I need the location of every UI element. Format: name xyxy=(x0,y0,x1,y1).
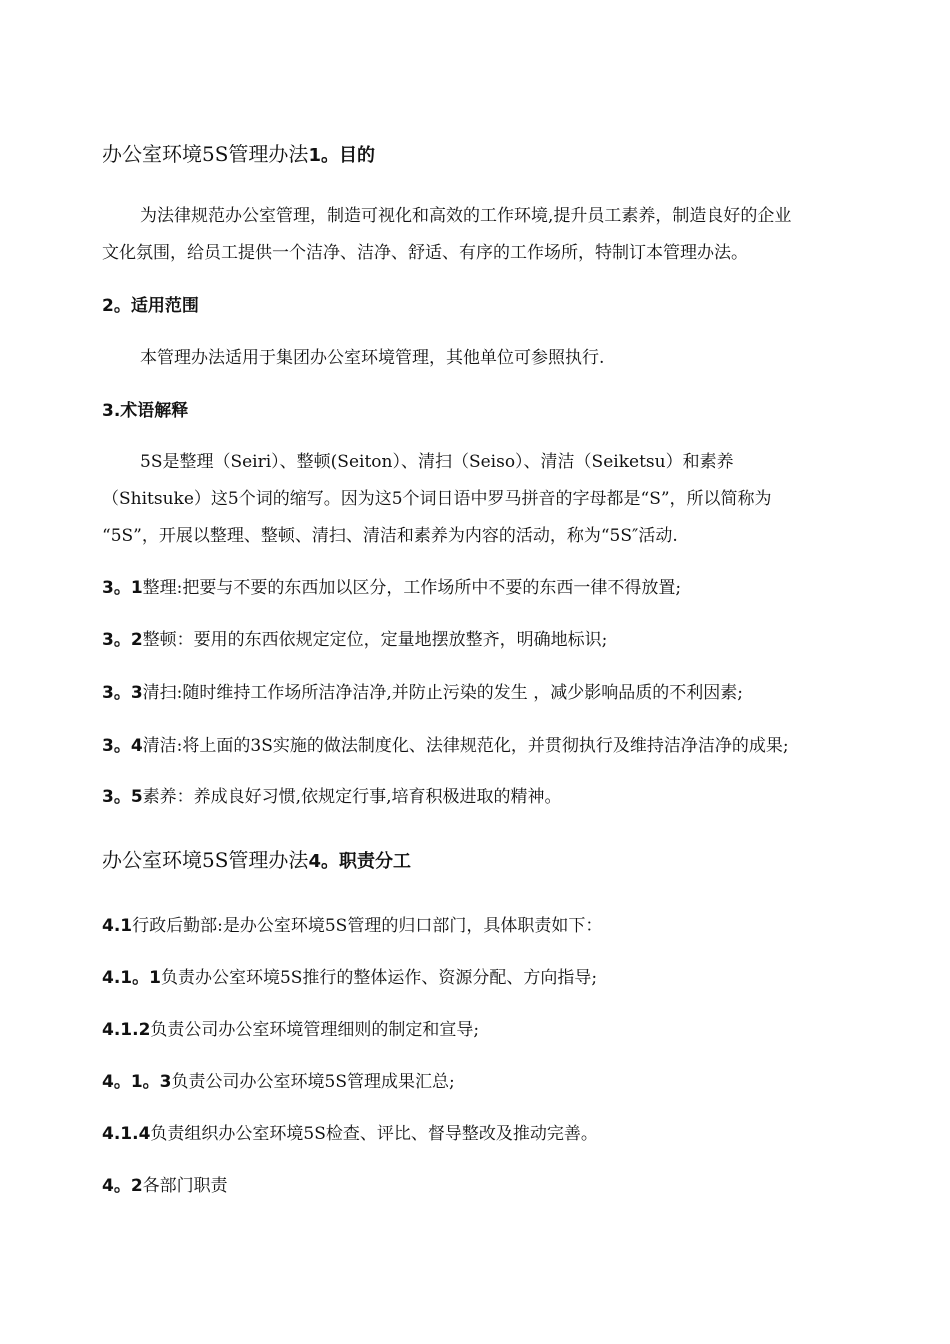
section1-para-line1: 为法律规范办公室管理，制造可视化和高效的工作环境,提升员工素养，制造良好的企业 xyxy=(140,206,792,226)
list-item xyxy=(102,967,597,989)
section3-para-line2: （Shitsuke）这5个词的缩写。因为这5个词日语中罗马拼音的字母都是“S”，所以简称为 xyxy=(102,489,772,509)
item-number: 3。5 xyxy=(102,787,143,807)
section3-heading: 3.术语解释 xyxy=(102,401,189,421)
section1-title xyxy=(102,141,375,169)
item-number: 4.1 xyxy=(102,916,133,936)
title-bold: 1。目的 xyxy=(308,145,375,166)
item-number: 4.1.2 xyxy=(102,1020,151,1040)
item-number: 3。1 xyxy=(102,578,143,598)
section4-title xyxy=(102,847,411,875)
item-text: 负责组织办公室环境5S检查、评比、督导整改及推动完善。 xyxy=(150,1124,598,1144)
list-item xyxy=(102,915,602,937)
title-main: 办公室环境5S管理办法 xyxy=(102,142,309,166)
item-text: 整顿：要用的东西依规定定位，定量地摆放整齐，明确地标识; xyxy=(142,630,608,650)
section3-para-line3: “5S”，开展以整理、整顿、清扫、清洁和素养为内容的活动，称为“5S″活动. xyxy=(102,526,678,546)
item-text: 负责公司办公室环境5S管理成果汇总; xyxy=(171,1072,455,1092)
item-number: 4.1.4 xyxy=(102,1124,151,1144)
item-text: 各部门职责 xyxy=(142,1176,228,1196)
item-text: 行政后勤部:是办公室环境5S管理的归口部门，具体职责如下： xyxy=(132,916,603,936)
list-item xyxy=(102,629,607,651)
section2-heading: 2。适用范围 xyxy=(102,296,199,316)
title-bold: 4。职责分工 xyxy=(308,851,411,872)
title-main: 办公室环境5S管理办法 xyxy=(102,848,309,872)
item-number: 4。2 xyxy=(102,1176,143,1196)
list-item xyxy=(102,1019,479,1041)
item-text: 负责公司办公室环境管理细则的制定和宣导; xyxy=(150,1020,480,1040)
section1-para-line2: 文化氛围，给员工提供一个洁净、洁净、舒适、有序的工作场所，特制订本管理办法。 xyxy=(102,243,748,263)
list-item xyxy=(102,735,789,757)
item-number: 4.1。1 xyxy=(102,968,161,988)
list-item xyxy=(102,682,743,704)
item-text: 整理:把要与不要的东西加以区分，工作场所中不要的东西一律不得放置; xyxy=(142,578,682,598)
item-text: 素养：养成良好习惯,依规定行事,培育积极进取的精神。 xyxy=(142,787,562,807)
section2-para: 本管理办法适用于集团办公室环境管理，其他单位可参照执行. xyxy=(140,348,605,368)
item-number: 3。3 xyxy=(102,683,143,703)
item-text: 清洁:将上面的3S实施的做法制度化、法律规范化，并贯彻执行及维持洁净洁净的成果; xyxy=(142,736,789,756)
list-item xyxy=(102,1071,455,1093)
list-item xyxy=(102,1175,228,1197)
item-number: 3。4 xyxy=(102,736,143,756)
list-item xyxy=(102,786,561,808)
item-text: 清扫:随时维持工作场所洁净洁净,并防止污染的发生 ，减少影响品质的不利因素; xyxy=(142,683,743,703)
list-item xyxy=(102,577,681,599)
item-number: 3。2 xyxy=(102,630,143,650)
list-item xyxy=(102,1123,598,1145)
item-number: 4。1。3 xyxy=(102,1072,172,1092)
section3-para-line1: 5S是整理（Seiri）、整顿(Seiton）、清扫（Seiso）、清洁（Seiketsu）和素养 xyxy=(140,452,734,472)
item-text: 负责办公室环境5S推行的整体运作、资源分配、方向指导; xyxy=(160,968,598,988)
